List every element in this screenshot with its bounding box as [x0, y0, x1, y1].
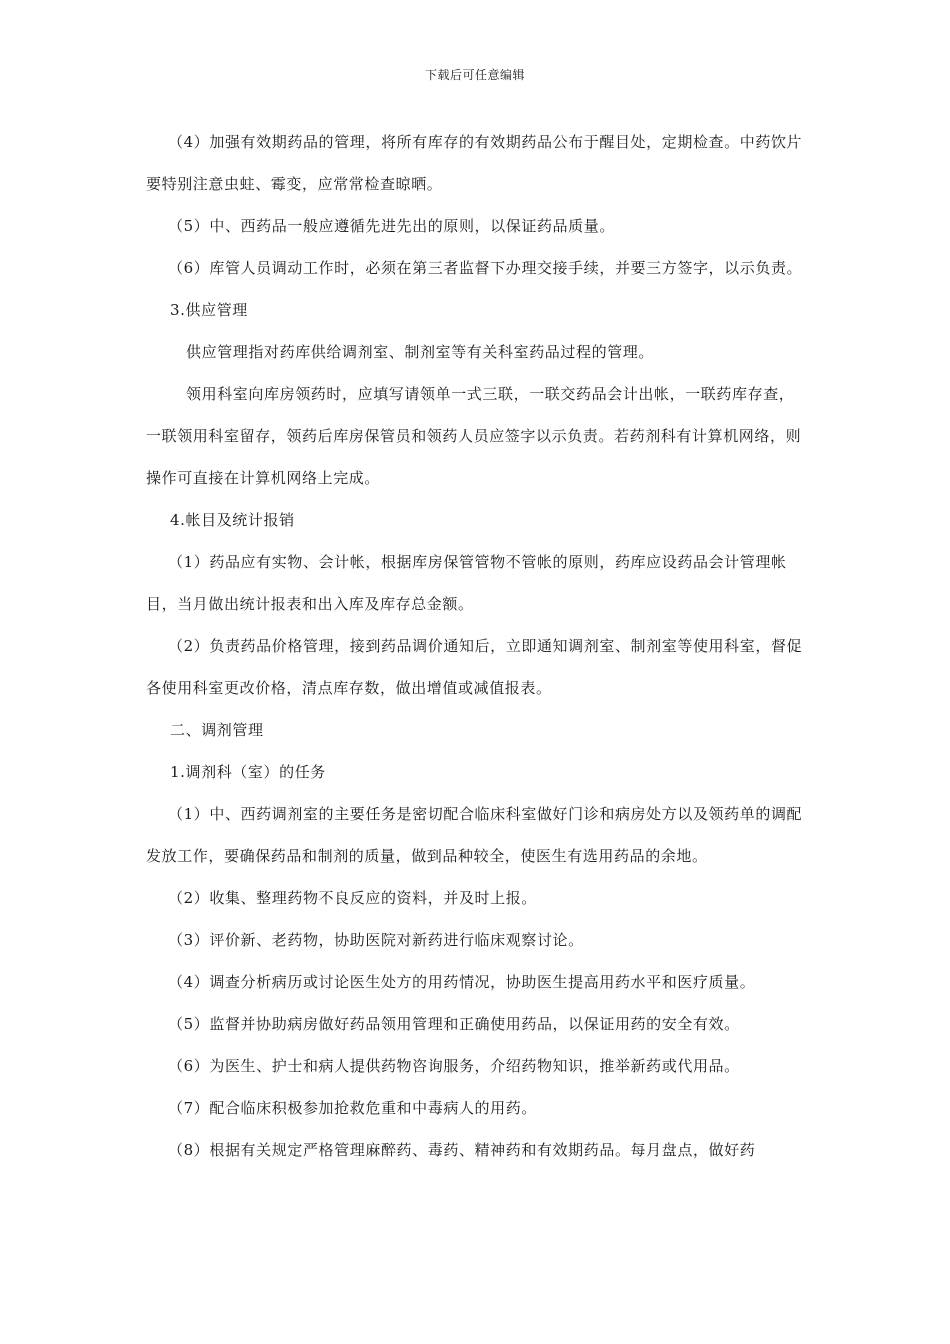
- header-note: 下载后可任意编辑: [424, 68, 525, 82]
- paragraph-task-3: （3）评价新、老药物，协助医院对新药进行临床观察讨论。: [168, 931, 584, 949]
- section-heading-supply-management: 3.供应管理: [170, 301, 248, 319]
- section-heading-accounts: 4.帐目及统计报销: [170, 511, 295, 529]
- paragraph-requisition: 领用科室向库房领药时，应填写请领单一式三联，一联交药品会计出帐，一联药库存查，一联领用科室留存，领药后库房保管员和领药人员应签字以示负责。若药剂科有计算机网络，则操作可直接在计算机网络上完成。: [146, 385, 802, 487]
- paragraph-supply-definition: 供应管理指对药库供给调剂室、制剂室等有关科室药品过程的管理。: [186, 343, 655, 361]
- section-heading-dispensing: 二、调剂管理: [170, 721, 264, 739]
- paragraph-task-8: （8）根据有关规定严格管理麻醉药、毒药、精神药和有效期药品。每月盘点，做好药: [168, 1141, 756, 1159]
- paragraph-task-7: （7）配合临床积极参加抢救危重和中毒病人的用药。: [168, 1099, 537, 1117]
- paragraph-task-1: （1）中、西药调剂室的主要任务是密切配合临床科室做好门诊和病房处方以及领药单的调配发放工作，要确保药品和制剂的质量，做到品种较全，使医生有选用药品的余地。: [146, 805, 803, 865]
- paragraph-task-4: （4）调查分析病历或讨论医生处方的用药情况，协助医生提高用药水平和医疗质量。: [168, 973, 756, 991]
- paragraph-6-handover: （6）库管人员调动工作时，必须在第三者监督下办理交接手续，并要三方签字，以示负责。: [168, 259, 803, 277]
- document-body: [146, 121, 806, 1171]
- section-heading-dispensing-tasks: 1.调剂科（室）的任务: [170, 763, 326, 781]
- paragraph-task-6: （6）为医生、护士和病人提供药物咨询服务，介绍药物知识，推举新药或代用品。: [168, 1057, 740, 1075]
- paragraph-4-expiry-management: （4）加强有效期药品的管理，将所有库存的有效期药品公布于醒目处，定期检查。中药饮片要特别注意虫蛀、霉变，应常常检查晾晒。: [146, 133, 803, 193]
- paragraph-accounts-1: （1）药品应有实物、会计帐，根据库房保管管物不管帐的原则，药库应设药品会计管理帐目，当月做出统计报表和出入库及库存总金额。: [146, 553, 787, 613]
- paragraph-accounts-2: （2）负责药品价格管理，接到药品调价通知后，立即通知调剂室、制剂室等使用科室，督促各使用科室更改价格，清点库存数，做出增值或减值报表。: [146, 637, 803, 697]
- paragraph-task-2: （2）收集、整理药物不良反应的资料，并及时上报。: [168, 889, 537, 907]
- paragraph-5-first-in-first-out: （5）中、西药品一般应遵循先进先出的原则，以保证药品质量。: [168, 217, 615, 235]
- paragraph-task-5: （5）监督并协助病房做好药品领用管理和正确使用药品，以保证用药的安全有效。: [168, 1015, 740, 1033]
